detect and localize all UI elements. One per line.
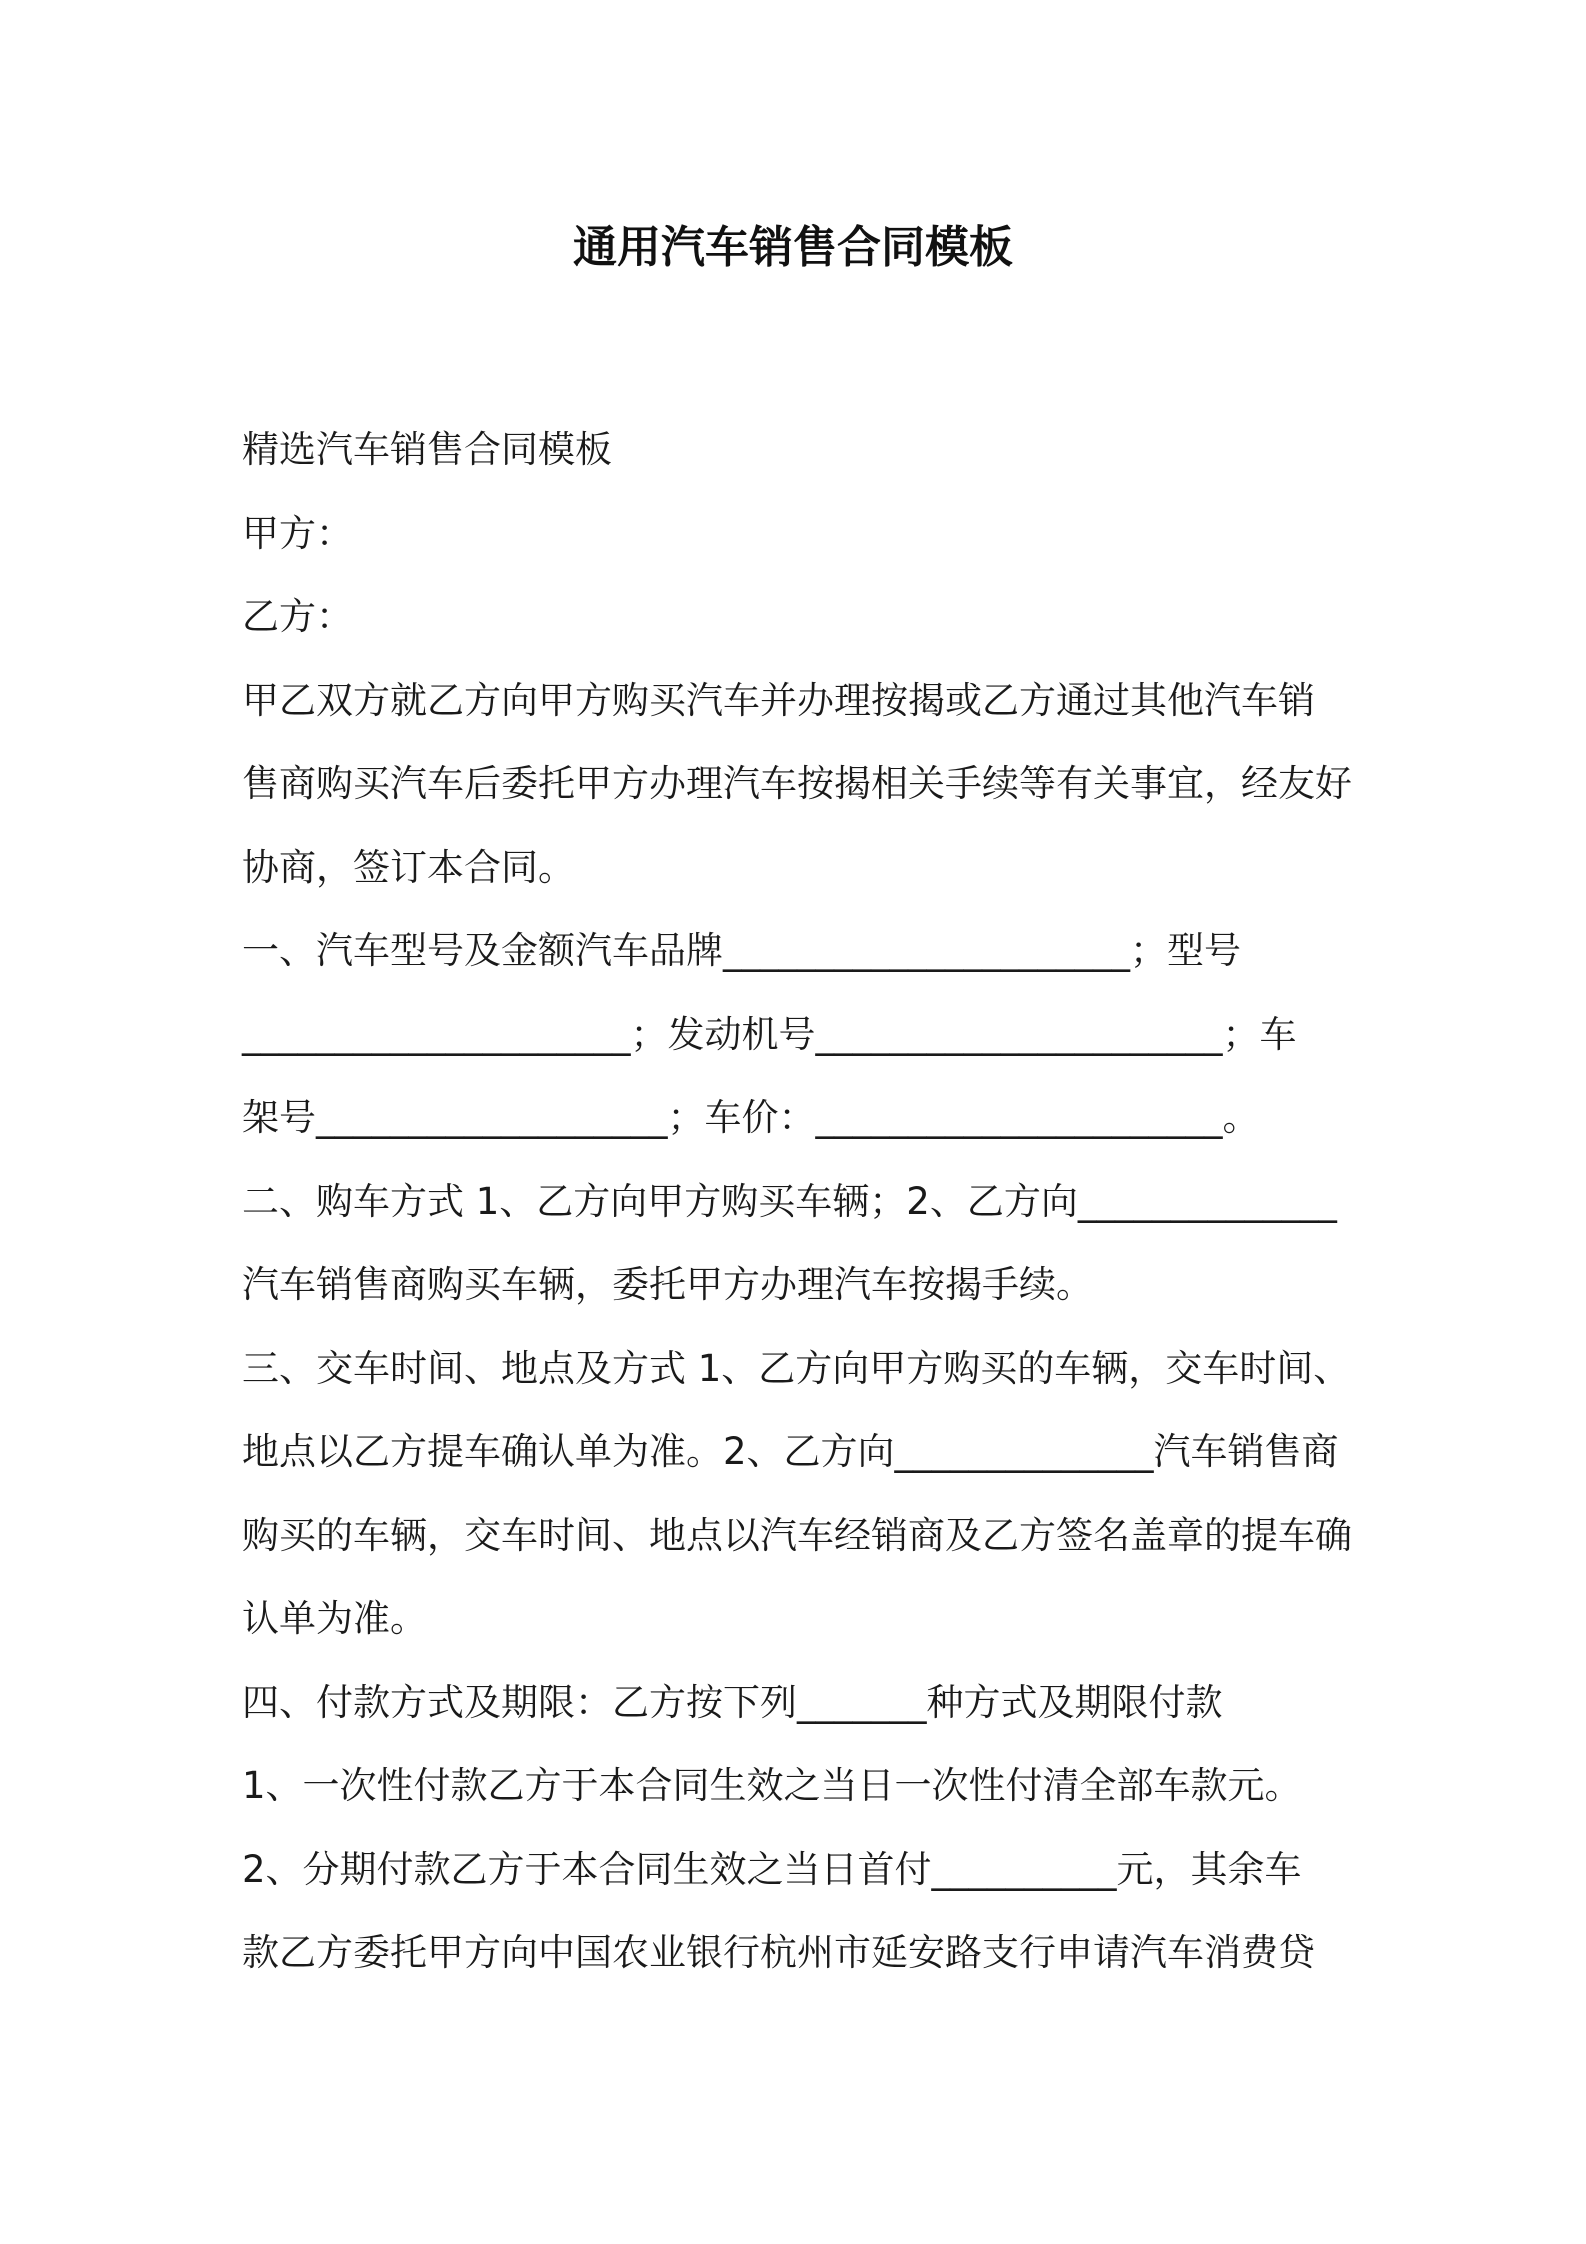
body-line: 三、交车时间、地点及方式 1、乙方向甲方购买的车辆，交车时间、 — [242, 1346, 1351, 1390]
body-line: 汽车销售商购买车辆，委托甲方办理汽车按揭手续。 — [242, 1263, 1093, 1306]
body-line: 乙方： — [242, 595, 353, 638]
body-line: 购买的车辆，交车时间、地点以汽车经销商及乙方签名盖章的提车确 — [242, 1513, 1352, 1557]
body-line: 款乙方委托甲方向中国农业银行杭州市延安路支行申请汽车消费贷 — [242, 1931, 1315, 1974]
document-body — [242, 408, 1362, 1995]
body-line: _____________________；发动机号______________________；车 — [242, 1012, 1297, 1056]
body-line: 协商，签订本合同。 — [242, 845, 575, 889]
body-line: 四、付款方式及期限：乙方按下列_______种方式及期限付款 — [242, 1680, 1223, 1724]
body-line: 一、汽车型号及金额汽车品牌______________________；型号 — [242, 929, 1241, 972]
body-line: 1、一次性付款乙方于本合同生效之当日一次性付清全部车款元。 — [242, 1764, 1302, 1807]
body-line: 地点以乙方提车确认单为准。2、乙方向______________汽车销售商 — [242, 1430, 1339, 1473]
body-line: 认单为准。 — [242, 1597, 427, 1640]
body-line: 售商购买汽车后委托甲方办理汽车按揭相关手续等有关事宜，经友好 — [242, 762, 1352, 805]
body-line: 精选汽车销售合同模板 — [242, 428, 612, 471]
body-line: 架号___________________；车价：______________________。 — [242, 1096, 1260, 1139]
body-line: 2、分期付款乙方于本合同生效之当日首付__________元，其余车 — [242, 1847, 1302, 1891]
body-line: 甲乙双方就乙方向甲方购买汽车并办理按揭或乙方通过其他汽车销 — [242, 678, 1315, 722]
body-line: 甲方： — [242, 511, 353, 555]
document-title: 通用汽车销售合同模板 — [573, 222, 1013, 273]
body-line: 二、购车方式 1、乙方向甲方购买车辆；2、乙方向______________ — [242, 1179, 1337, 1223]
